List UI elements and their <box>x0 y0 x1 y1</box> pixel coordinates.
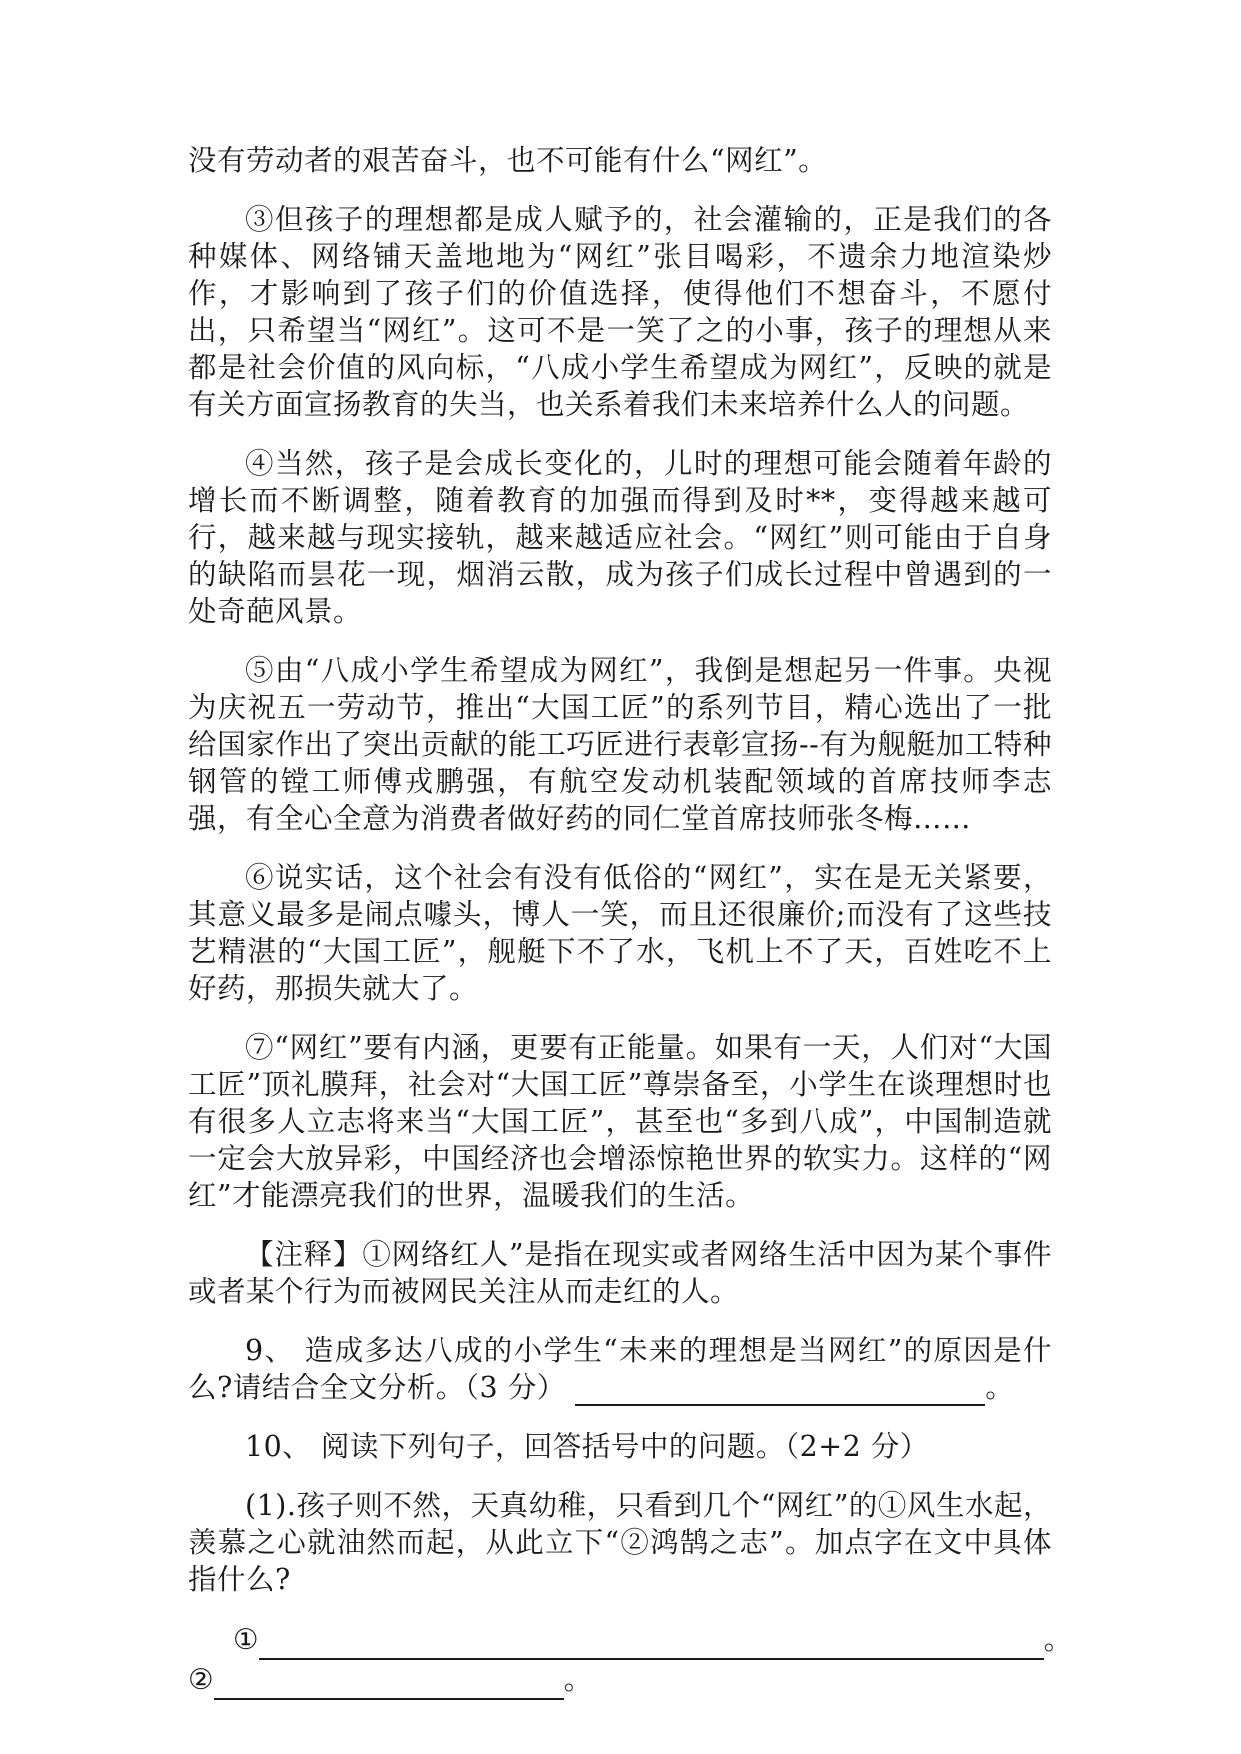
paragraph-continued: 没有劳动者的艰苦奋斗，也不可能有什么“网红”。 <box>188 144 828 177</box>
document-page <box>188 142 1073 1700</box>
question-10: 10、 阅读下列句子，回答括号中的问题。（2+2 分） <box>245 1430 929 1463</box>
answer-2-end: 。 <box>563 1663 593 1696</box>
answer-1-end: 。 <box>1043 1623 1073 1656</box>
question-10-sub-1: (1).孩子则不然，天真幼稚，只看到几个“网红”的①风生水起，羡慕之心就油然而起，从此立下“②鸿鹄之志”。加点字在文中具体指什么? <box>188 1489 1052 1596</box>
paragraph-4: ④当然，孩子是会成长变化的，儿时的理想可能会随着年龄的增长而不断调整，随着教育的加强而得到及时**，变得越来越可行，越来越与现实接轨，越来越适应社会。“网红”则可能由于自身的缺陷而昙花一现，烟消云散，成为孩子们成长过程中曾遇到的一处奇葩风景。 <box>188 447 1052 628</box>
answer-line-1 <box>188 1620 1073 1660</box>
paragraph-5: ⑤由“八成小学生希望成为网红”，我倒是想起另一件事。央视为庆祝五一劳动节，推出“大国工匠”的系列节目，精心选出了一批给国家作出了突出贡献的能工巧匠进行表彰宣扬--有为舰艇加工特种钢管的镗工师傅戎鹏强，有航空发动机装配领域的首席技师李志强，有全心全意为消费者做好药的同仁堂首席技师张冬梅…… <box>188 654 1052 835</box>
question-9 <box>188 1332 1052 1406</box>
answer-2-label: ② <box>188 1663 214 1696</box>
answer-2-blank[interactable] <box>214 1668 564 1700</box>
annotation-note: 【注释】①网络红人”是指在现实或者网络生活中因为某个事件或者某个行为而被网民关注从而走红的人。 <box>188 1238 1052 1308</box>
answer-1-blank[interactable] <box>259 1628 1044 1660</box>
answer-1-label: ① <box>233 1623 259 1656</box>
question-9-answer-blank[interactable] <box>575 1374 985 1406</box>
paragraph-3: ③但孩子的理想都是成人赋予的，社会灌输的，正是我们的各种媒体、网络铺天盖地地为“网红”张目喝彩，不遗余力地渲染炒作，才影响到了孩子们的价值选择，使得他们不想奋斗，不愿付出，只希望当“网红”。这可不是一笑了之的小事，孩子的理想从来都是社会价值的风向标，“八成小学生希望成为网红”，反映的就是有关方面宣扬教育的失当，也关系着我们未来培养什么人的问题。 <box>188 203 1052 421</box>
question-9-end: 。 <box>985 1371 1015 1404</box>
paragraph-6: ⑥说实话，这个社会有没有低俗的“网红”，实在是无关紧要，其意义最多是闹点噱头，博人一笑，而且还很廉价;而没有了这些技艺精湛的“大国工匠”，舰艇下不了水，飞机上不了天，百姓吃不上好药，那损失就大了。 <box>188 861 1052 1005</box>
answer-line-2 <box>188 1660 1052 1700</box>
question-9-text: 9、 造成多达八成的小学生“未来的理想是当网红”的原因是什么?请结合全文分析。（3 分） <box>188 1334 1052 1404</box>
paragraph-7: ⑦“网红”要有内涵，更要有正能量。如果有一天，人们对“大国工匠”顶礼膜拜，社会对“大国工匠”尊崇备至，小学生在谈理想时也有很多人立志将来当“大国工匠”，甚至也“多到八成”，中国制造就一定会大放异彩，中国经济也会增添惊艳世界的软实力。这样的“网红”才能漂亮我们的世界，温暖我们的生活。 <box>188 1031 1052 1212</box>
